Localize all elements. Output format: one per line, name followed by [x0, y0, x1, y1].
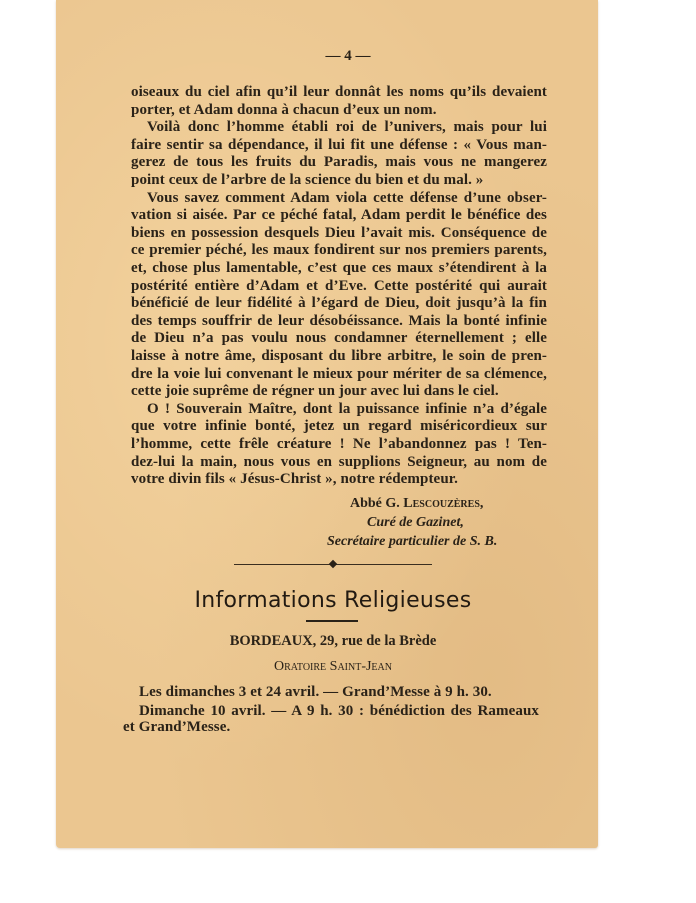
schedule-line: et Grand’Messe. [123, 719, 231, 735]
location-city: BORDEAUX [229, 633, 313, 649]
body-line: Voilà donc l’homme établi roi de l’univers, mais pour lui [147, 119, 547, 136]
body-line: faire sentir sa dépendance, il lui fit une défense : « Vous man- [131, 136, 547, 153]
schedule-line: Les dimanches 3 et 24 avril. — Grand’Messe à 9 h. 30. [139, 684, 492, 700]
section-title: Informations Religieuses [194, 588, 472, 613]
location-address: , 29, rue de la Brède [312, 633, 437, 649]
body-line: des temps souffrir de leur désobéissance. Mais la bonté infinie [131, 312, 547, 329]
signature-prefix: Abbé G. [350, 496, 400, 511]
body-line: bénéficié de leur fidélité à l’égard de Dieu, doit jusqu’à la fin [131, 295, 547, 312]
page-number: — 4 — [325, 48, 371, 64]
body-line: oiseaux du ciel afin qu’il leur donnât les noms qu’ils devaient [131, 84, 547, 100]
body-line: l’homme, cette frêle créature ! Ne l’abandonnez pas ! Ten- [131, 436, 547, 452]
signature-title-1: Curé de Gazinet, [367, 515, 464, 530]
church-name: Oratoire Saint-Jean [274, 659, 392, 674]
body-line: biens en possession desquels Dieu l’avait mis. Conséquence de [131, 224, 547, 241]
body-line: laisse à notre âme, disposant du libre arbitre, le soin de pren- [131, 348, 547, 364]
signature-surname: Lescouzères, [403, 496, 484, 511]
body-line: gerez de tous les fruits du Paradis, mais vous ne mangerez [131, 154, 547, 171]
body-line: et, chose plus lamentable, c’est que ces maux s’étendirent à la [131, 260, 547, 276]
body-line: porter, et Adam donna à chacun d’eux un nom. [131, 101, 437, 118]
schedule-line: Dimanche 10 avril. — A 9 h. 30 : bénédiction des Rameaux [139, 703, 539, 719]
body-line: point ceux de l’arbre de la science du bien et du mal. » [131, 172, 484, 188]
body-line: votre divin fils « Jésus-Christ », notre rédempteur. [131, 471, 458, 488]
body-line: cette joie suprême de régner un jour avec lui dans le ciel. [131, 383, 499, 400]
title-underline [306, 620, 358, 622]
signature-name [350, 496, 483, 512]
body-line: O ! Souverain Maître, dont la puissance infinie n’a d’égale [147, 400, 547, 417]
location-line [0, 633, 666, 650]
body-line: que votre infinie bonté, jetez un regard miséricordieux sur [131, 418, 547, 435]
body-line: Vous savez comment Adam viola cette défense d’une obser- [147, 189, 547, 206]
body-line: vation si aisée. Par ce péché fatal, Adam perdit le bénéfice des [131, 207, 547, 224]
body-line: dre la voie lui convenant le mieux pour mériter de sa clémence, [131, 365, 547, 382]
body-line: de Dieu n’a pas voulu nous condamner éternellement ; elle [131, 330, 547, 347]
body-line: postérité entière d’Adam et d’Eve. Cette postérité qui aurait [131, 277, 547, 294]
body-line: dez-lui la main, nous vous en supplions Seigneur, au nom de [131, 453, 547, 470]
body-line: ce premier péché, les maux fondirent sur nos premiers parents, [131, 242, 547, 259]
signature-title-2: Secrétaire particulier de S. B. [327, 534, 498, 549]
